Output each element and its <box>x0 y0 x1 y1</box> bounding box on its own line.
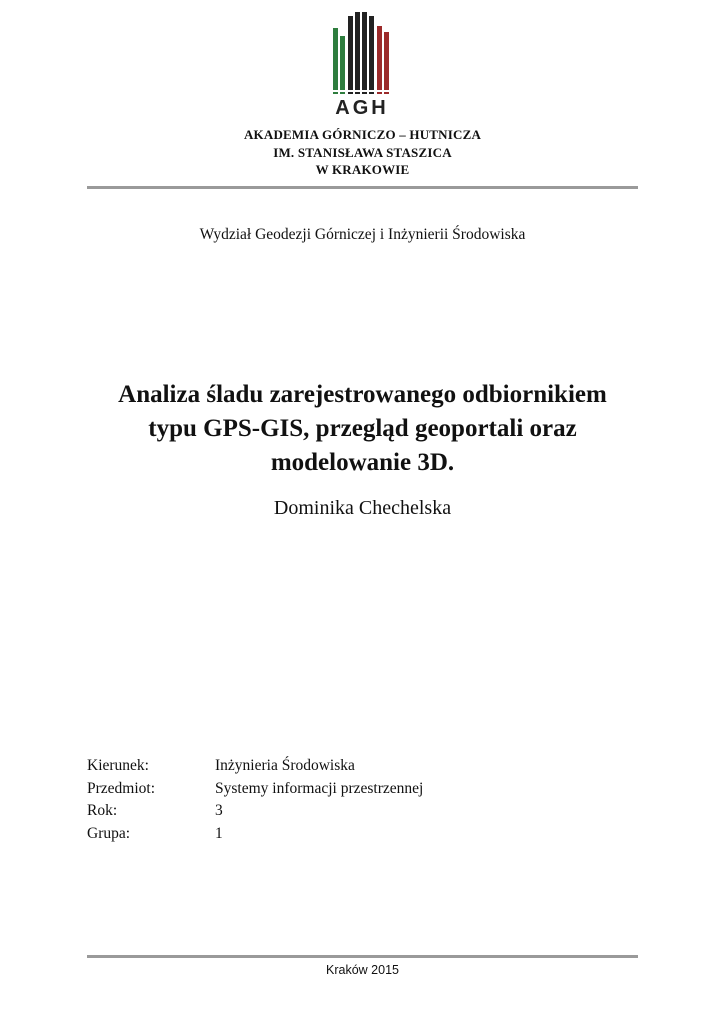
info-value: Inżynieria Środowiska <box>215 757 355 774</box>
info-value: 3 <box>215 802 223 819</box>
faculty-name: Wydział Geodezji Górniczej i Inżynierii Środowiska <box>199 226 526 243</box>
footer-place-date: Kraków 2015 <box>326 963 399 977</box>
info-label: Grupa: <box>87 825 131 842</box>
university-name-line2: IM. STANISŁAWA STASZICA <box>273 145 452 160</box>
title-line-2: typu GPS-GIS, przegląd geoportali oraz <box>148 415 577 442</box>
university-name-line1: AKADEMIA GÓRNICZO – HUTNICZA <box>243 127 482 142</box>
author-name: Dominika Chechelska <box>273 497 452 519</box>
title-line-1: Analiza śladu zarejestrowanego odbiornikiem <box>118 381 607 408</box>
info-label: Przedmiot: <box>87 780 156 797</box>
info-value: Systemy informacji przestrzennej <box>215 780 424 797</box>
footer-divider <box>87 955 638 958</box>
title-line-3: modelowanie 3D. <box>270 449 455 476</box>
info-label: Kierunek: <box>87 757 149 774</box>
header-divider <box>87 186 638 189</box>
info-label: Rok: <box>87 802 118 819</box>
logo-text: AGH <box>335 97 389 118</box>
agh-logo <box>331 10 393 118</box>
document-title <box>62 378 663 480</box>
university-name-line3: W KRAKOWIE <box>315 162 410 177</box>
info-value: 1 <box>215 825 223 842</box>
